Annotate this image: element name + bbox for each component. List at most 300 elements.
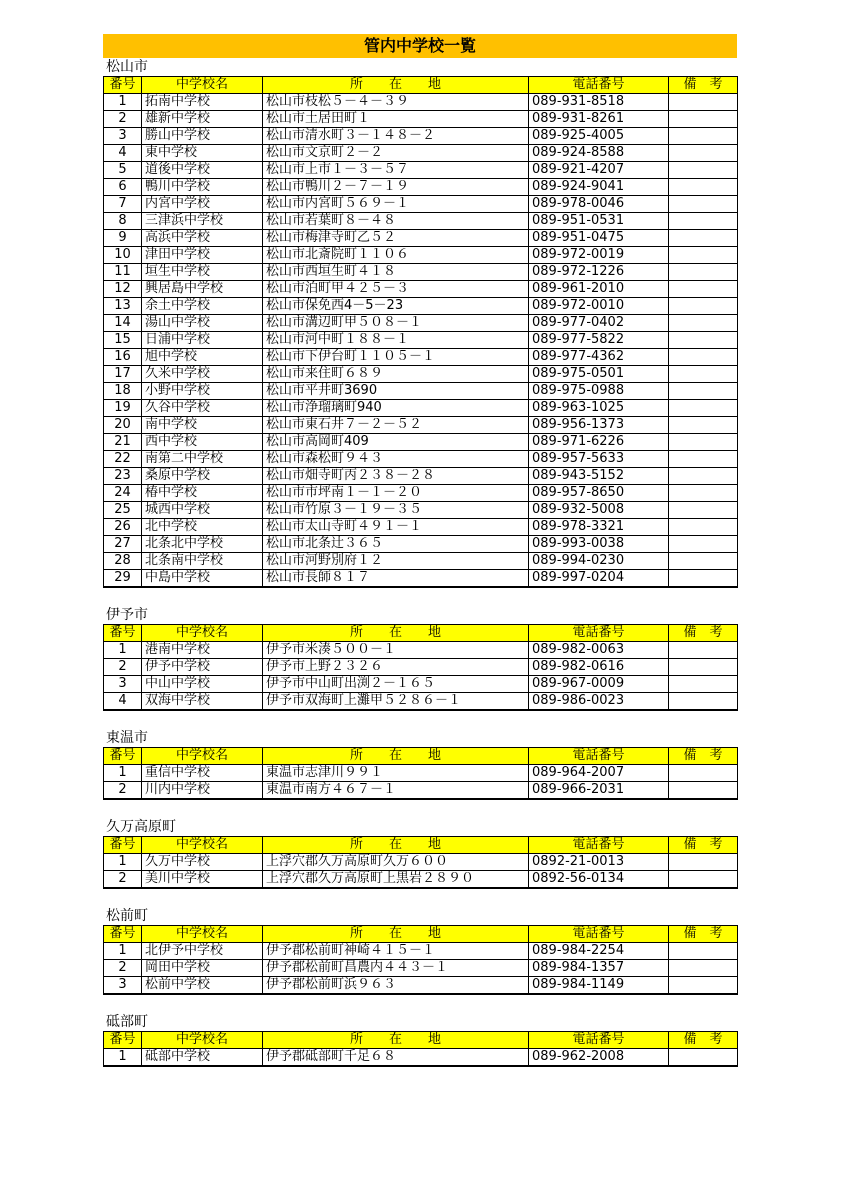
table-row [104, 553, 738, 570]
table-row [104, 642, 738, 659]
cell-phone: 089-966-2031 [529, 782, 669, 800]
cell-address: 松山市河中町１８８－１ [263, 332, 529, 349]
header-phone: 電話番号 [529, 926, 669, 943]
table-header-row [104, 926, 738, 943]
cell-address: 松山市竹原３－１９－３５ [263, 502, 529, 519]
cell-remarks [669, 315, 738, 332]
school-table [103, 624, 738, 711]
cell-phone: 089-925-4005 [529, 128, 669, 145]
table-row [104, 468, 738, 485]
header-school-name: 中学校名 [142, 77, 263, 94]
cell-no: 21 [104, 434, 142, 451]
header-school-name: 中学校名 [142, 1032, 263, 1049]
cell-address: 松山市下伊台町１１０５－１ [263, 349, 529, 366]
cell-address: 伊予郡松前町浜９６３ [263, 977, 529, 995]
cell-address: 松山市市坪南１－１－２０ [263, 485, 529, 502]
cell-remarks [669, 196, 738, 213]
header-school-name: 中学校名 [142, 837, 263, 854]
cell-phone: 089-932-5008 [529, 502, 669, 519]
cell-no: 6 [104, 179, 142, 196]
cell-address: 伊予郡松前町神崎４１５－１ [263, 943, 529, 960]
cell-school-name: 港南中学校 [142, 642, 263, 659]
cell-no: 1 [104, 765, 142, 782]
cell-address: 伊予市中山町出渕２－１６５ [263, 676, 529, 693]
cell-address: 松山市鴨川２－７－１９ [263, 179, 529, 196]
table-row [104, 485, 738, 502]
cell-remarks [669, 213, 738, 230]
header-address: 所 在 地 [263, 837, 529, 854]
cell-no: 22 [104, 451, 142, 468]
table-row [104, 782, 738, 800]
table-row [104, 977, 738, 995]
table-row [104, 349, 738, 366]
cell-school-name: 鴨川中学校 [142, 179, 263, 196]
cell-address: 松山市河野別府１２ [263, 553, 529, 570]
header-address: 所 在 地 [263, 926, 529, 943]
table-header-row [104, 1032, 738, 1049]
cell-remarks [669, 383, 738, 400]
cell-school-name: 内宮中学校 [142, 196, 263, 213]
cell-school-name: 久万中学校 [142, 854, 263, 871]
cell-school-name: 美川中学校 [142, 871, 263, 889]
header-no: 番号 [104, 748, 142, 765]
cell-phone: 089-963-1025 [529, 400, 669, 417]
cell-remarks [669, 247, 738, 264]
table-row [104, 854, 738, 871]
header-no: 番号 [104, 1032, 142, 1049]
cell-no: 12 [104, 281, 142, 298]
cell-school-name: 椿中学校 [142, 485, 263, 502]
school-table [103, 1031, 738, 1067]
cell-phone: 089-961-2010 [529, 281, 669, 298]
cell-no: 20 [104, 417, 142, 434]
cell-no: 23 [104, 468, 142, 485]
cell-no: 19 [104, 400, 142, 417]
cell-phone: 089-956-1373 [529, 417, 669, 434]
table-row [104, 383, 738, 400]
cell-phone: 089-993-0038 [529, 536, 669, 553]
city-heading: 砥部町 [106, 1014, 148, 1030]
table-row [104, 247, 738, 264]
cell-phone: 089-984-1149 [529, 977, 669, 995]
table-row [104, 94, 738, 111]
cell-remarks [669, 977, 738, 995]
cell-phone: 089-977-5822 [529, 332, 669, 349]
cell-school-name: 北条南中学校 [142, 553, 263, 570]
table-row [104, 960, 738, 977]
header-school-name: 中学校名 [142, 748, 263, 765]
cell-remarks [669, 434, 738, 451]
cell-phone: 089-982-0063 [529, 642, 669, 659]
cell-remarks [669, 536, 738, 553]
cell-school-name: 垣生中学校 [142, 264, 263, 281]
cell-address: 松山市文京町２－２ [263, 145, 529, 162]
header-address: 所 在 地 [263, 77, 529, 94]
cell-school-name: 湯山中学校 [142, 315, 263, 332]
cell-remarks [669, 765, 738, 782]
cell-remarks [669, 264, 738, 281]
cell-address: 松山市上市１－３－５７ [263, 162, 529, 179]
cell-remarks [669, 943, 738, 960]
cell-school-name: 松前中学校 [142, 977, 263, 995]
header-remarks: 備 考 [669, 926, 738, 943]
cell-address: 松山市高岡町409 [263, 434, 529, 451]
cell-phone: 089-984-1357 [529, 960, 669, 977]
cell-phone: 089-951-0475 [529, 230, 669, 247]
header-phone: 電話番号 [529, 625, 669, 642]
cell-phone: 089-964-2007 [529, 765, 669, 782]
table-row [104, 536, 738, 553]
cell-address: 松山市枝松５－４－３９ [263, 94, 529, 111]
cell-address: 伊予市上野２３２６ [263, 659, 529, 676]
table-header-row [104, 77, 738, 94]
cell-no: 1 [104, 1049, 142, 1067]
cell-remarks [669, 519, 738, 536]
cell-phone: 089-984-2254 [529, 943, 669, 960]
table-row [104, 145, 738, 162]
cell-address: 松山市梅津寺町乙５２ [263, 230, 529, 247]
cell-address: 東温市南方４６７－１ [263, 782, 529, 800]
table-row [104, 128, 738, 145]
header-address: 所 在 地 [263, 625, 529, 642]
cell-phone: 089-967-0009 [529, 676, 669, 693]
cell-address: 松山市西垣生町４１８ [263, 264, 529, 281]
cell-phone: 089-957-5633 [529, 451, 669, 468]
table-row [104, 230, 738, 247]
cell-phone: 089-978-3321 [529, 519, 669, 536]
cell-no: 3 [104, 128, 142, 145]
city-section [103, 907, 737, 995]
cell-school-name: 伊予中学校 [142, 659, 263, 676]
table-row [104, 676, 738, 693]
cell-phone: 089-931-8261 [529, 111, 669, 128]
cell-phone: 089-977-4362 [529, 349, 669, 366]
table-row [104, 434, 738, 451]
cell-phone: 089-994-0230 [529, 553, 669, 570]
table-row [104, 871, 738, 889]
cell-remarks [669, 871, 738, 889]
cell-remarks [669, 960, 738, 977]
cell-remarks [669, 502, 738, 519]
header-school-name: 中学校名 [142, 926, 263, 943]
table-row [104, 451, 738, 468]
cell-school-name: 砥部中学校 [142, 1049, 263, 1067]
table-row [104, 502, 738, 519]
cell-phone: 089-931-8518 [529, 94, 669, 111]
cell-remarks [669, 332, 738, 349]
cell-phone: 089-975-0988 [529, 383, 669, 400]
cell-no: 2 [104, 960, 142, 977]
cell-school-name: 久谷中学校 [142, 400, 263, 417]
table-header-row [104, 748, 738, 765]
cell-remarks [669, 230, 738, 247]
header-no: 番号 [104, 926, 142, 943]
cell-school-name: 道後中学校 [142, 162, 263, 179]
cell-no: 1 [104, 943, 142, 960]
cell-no: 28 [104, 553, 142, 570]
cell-school-name: 東中学校 [142, 145, 263, 162]
cell-school-name: 双海中学校 [142, 693, 263, 711]
cell-phone: 0892-56-0134 [529, 871, 669, 889]
city-section [103, 818, 737, 889]
cell-no: 1 [104, 854, 142, 871]
cell-no: 1 [104, 94, 142, 111]
cell-phone: 089-971-6226 [529, 434, 669, 451]
cell-remarks [669, 451, 738, 468]
cell-no: 5 [104, 162, 142, 179]
header-phone: 電話番号 [529, 837, 669, 854]
cell-school-name: 三津浜中学校 [142, 213, 263, 230]
header-address: 所 在 地 [263, 1032, 529, 1049]
header-phone: 電話番号 [529, 748, 669, 765]
cell-no: 4 [104, 693, 142, 711]
cell-address: 伊予郡松前町昌農内４４３－１ [263, 960, 529, 977]
cell-school-name: 雄新中学校 [142, 111, 263, 128]
table-row [104, 298, 738, 315]
cell-remarks [669, 553, 738, 570]
cell-address: 松山市平井町3690 [263, 383, 529, 400]
cell-phone: 089-972-0010 [529, 298, 669, 315]
cell-school-name: 北中学校 [142, 519, 263, 536]
city-heading: 松前町 [106, 908, 148, 924]
city-section [103, 1013, 737, 1067]
cell-school-name: 津田中学校 [142, 247, 263, 264]
table-row [104, 315, 738, 332]
cell-address: 松山市内宮町５６９－１ [263, 196, 529, 213]
cell-phone: 089-972-0019 [529, 247, 669, 264]
cell-phone: 089-921-4207 [529, 162, 669, 179]
cell-school-name: 北条北中学校 [142, 536, 263, 553]
city-heading: 松山市 [106, 59, 148, 75]
header-phone: 電話番号 [529, 77, 669, 94]
cell-address: 伊予市米湊５００－１ [263, 642, 529, 659]
cell-address: 伊予郡砥部町千足６８ [263, 1049, 529, 1067]
cell-remarks [669, 782, 738, 800]
cell-phone: 089-986-0023 [529, 693, 669, 711]
table-row [104, 366, 738, 383]
cell-phone: 089-972-1226 [529, 264, 669, 281]
cell-remarks [669, 128, 738, 145]
cell-address: 松山市清水町３－１４８－２ [263, 128, 529, 145]
cell-no: 1 [104, 642, 142, 659]
cell-no: 15 [104, 332, 142, 349]
cell-no: 3 [104, 676, 142, 693]
table-row [104, 264, 738, 281]
cell-phone: 089-957-8650 [529, 485, 669, 502]
table-row [104, 1049, 738, 1067]
cell-school-name: 南第二中学校 [142, 451, 263, 468]
cell-remarks [669, 366, 738, 383]
cell-address: 上浮穴郡久万高原町上黒岩２８９０ [263, 871, 529, 889]
cell-school-name: 勝山中学校 [142, 128, 263, 145]
city-section [103, 58, 737, 588]
cell-no: 14 [104, 315, 142, 332]
cell-no: 27 [104, 536, 142, 553]
header-remarks: 備 考 [669, 625, 738, 642]
cell-phone: 089-982-0616 [529, 659, 669, 676]
cell-address: 上浮穴郡久万高原町久万６００ [263, 854, 529, 871]
table-header-row [104, 625, 738, 642]
table-row [104, 570, 738, 588]
cell-school-name: 重信中学校 [142, 765, 263, 782]
cell-no: 26 [104, 519, 142, 536]
cell-no: 2 [104, 782, 142, 800]
cell-no: 2 [104, 111, 142, 128]
table-row [104, 111, 738, 128]
cell-remarks [669, 145, 738, 162]
school-table [103, 76, 738, 588]
cell-remarks [669, 854, 738, 871]
cell-address: 伊予市双海町上灘甲５２８６－１ [263, 693, 529, 711]
cell-no: 8 [104, 213, 142, 230]
school-table [103, 747, 738, 800]
cell-address: 松山市若葉町８－４８ [263, 213, 529, 230]
cell-no: 16 [104, 349, 142, 366]
cell-remarks [669, 349, 738, 366]
cell-school-name: 桑原中学校 [142, 468, 263, 485]
table-row [104, 417, 738, 434]
cell-address: 松山市浄瑠璃町940 [263, 400, 529, 417]
cell-no: 2 [104, 659, 142, 676]
cell-phone: 089-943-5152 [529, 468, 669, 485]
cell-school-name: 小野中学校 [142, 383, 263, 400]
cell-school-name: 久米中学校 [142, 366, 263, 383]
cell-remarks [669, 693, 738, 711]
city-heading: 東温市 [106, 730, 148, 746]
table-row [104, 659, 738, 676]
cell-no: 13 [104, 298, 142, 315]
cell-phone: 089-997-0204 [529, 570, 669, 588]
cell-remarks [669, 298, 738, 315]
cell-school-name: 余土中学校 [142, 298, 263, 315]
cell-remarks [669, 111, 738, 128]
table-row [104, 162, 738, 179]
header-remarks: 備 考 [669, 748, 738, 765]
cell-phone: 089-977-0402 [529, 315, 669, 332]
cell-address: 松山市北条辻３６５ [263, 536, 529, 553]
cell-remarks [669, 676, 738, 693]
cell-no: 4 [104, 145, 142, 162]
table-row [104, 943, 738, 960]
table-row [104, 213, 738, 230]
header-remarks: 備 考 [669, 77, 738, 94]
cell-address: 松山市保免西4－5－23 [263, 298, 529, 315]
cell-school-name: 旭中学校 [142, 349, 263, 366]
cell-phone: 089-975-0501 [529, 366, 669, 383]
header-address: 所 在 地 [263, 748, 529, 765]
page-title: 管内中学校一覧 [103, 34, 737, 58]
school-table [103, 836, 738, 889]
cell-school-name: 興居島中学校 [142, 281, 263, 298]
table-row [104, 196, 738, 213]
header-no: 番号 [104, 837, 142, 854]
cell-no: 18 [104, 383, 142, 400]
cell-address: 松山市畑寺町丙２３８－２８ [263, 468, 529, 485]
header-phone: 電話番号 [529, 1032, 669, 1049]
cell-phone: 089-951-0531 [529, 213, 669, 230]
cell-phone: 089-924-9041 [529, 179, 669, 196]
cell-remarks [669, 659, 738, 676]
cell-phone: 089-924-8588 [529, 145, 669, 162]
table-row [104, 281, 738, 298]
cell-phone: 0892-21-0013 [529, 854, 669, 871]
cell-remarks [669, 94, 738, 111]
school-table [103, 925, 738, 995]
table-row [104, 179, 738, 196]
cell-phone: 089-962-2008 [529, 1049, 669, 1067]
cell-school-name: 岡田中学校 [142, 960, 263, 977]
cell-address: 松山市溝辺町甲５０８－１ [263, 315, 529, 332]
cell-address: 松山市太山寺町４９１－１ [263, 519, 529, 536]
cell-remarks [669, 281, 738, 298]
cell-no: 2 [104, 871, 142, 889]
school-list-sheet [103, 34, 737, 1067]
cell-no: 9 [104, 230, 142, 247]
cell-school-name: 北伊予中学校 [142, 943, 263, 960]
cell-no: 10 [104, 247, 142, 264]
cell-school-name: 城西中学校 [142, 502, 263, 519]
cell-address: 松山市土居田町１ [263, 111, 529, 128]
header-remarks: 備 考 [669, 837, 738, 854]
cell-remarks [669, 485, 738, 502]
cell-school-name: 中島中学校 [142, 570, 263, 588]
cell-school-name: 南中学校 [142, 417, 263, 434]
header-remarks: 備 考 [669, 1032, 738, 1049]
cell-school-name: 日浦中学校 [142, 332, 263, 349]
cell-remarks [669, 642, 738, 659]
cell-address: 東温市志津川９９１ [263, 765, 529, 782]
header-no: 番号 [104, 625, 142, 642]
cell-address: 松山市泊町甲４２５－３ [263, 281, 529, 298]
sections-container [103, 58, 737, 1067]
cell-school-name: 高浜中学校 [142, 230, 263, 247]
table-row [104, 332, 738, 349]
table-row [104, 693, 738, 711]
cell-remarks [669, 162, 738, 179]
city-section [103, 606, 737, 711]
cell-no: 29 [104, 570, 142, 588]
table-row [104, 765, 738, 782]
city-heading: 伊予市 [106, 607, 148, 623]
cell-phone: 089-978-0046 [529, 196, 669, 213]
header-school-name: 中学校名 [142, 625, 263, 642]
cell-remarks [669, 1049, 738, 1067]
cell-no: 25 [104, 502, 142, 519]
cell-remarks [669, 570, 738, 588]
city-section [103, 729, 737, 800]
cell-address: 松山市北斎院町１１０６ [263, 247, 529, 264]
table-header-row [104, 837, 738, 854]
cell-no: 24 [104, 485, 142, 502]
header-no: 番号 [104, 77, 142, 94]
table-row [104, 519, 738, 536]
city-heading: 久万高原町 [106, 819, 176, 835]
cell-no: 11 [104, 264, 142, 281]
cell-address: 松山市長師８１７ [263, 570, 529, 588]
cell-school-name: 西中学校 [142, 434, 263, 451]
cell-remarks [669, 179, 738, 196]
cell-remarks [669, 417, 738, 434]
cell-school-name: 川内中学校 [142, 782, 263, 800]
cell-address: 松山市来住町６８９ [263, 366, 529, 383]
cell-school-name: 中山中学校 [142, 676, 263, 693]
cell-address: 松山市森松町９４３ [263, 451, 529, 468]
cell-school-name: 拓南中学校 [142, 94, 263, 111]
cell-remarks [669, 400, 738, 417]
cell-no: 7 [104, 196, 142, 213]
cell-no: 17 [104, 366, 142, 383]
cell-no: 3 [104, 977, 142, 995]
